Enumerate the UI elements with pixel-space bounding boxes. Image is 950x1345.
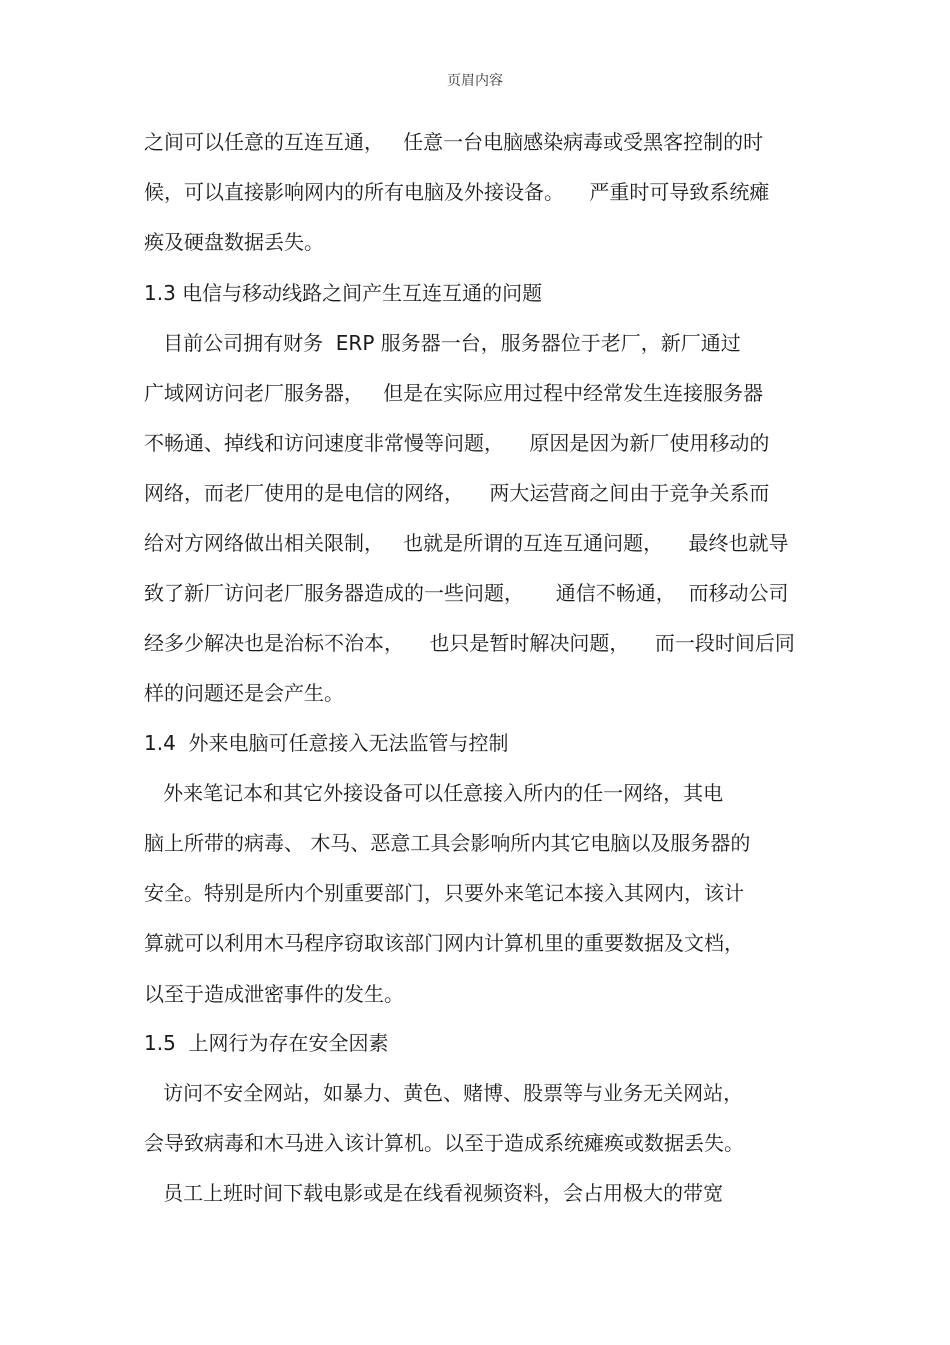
text-line: 网络，而老厂使用的是电信的网络， 两大运营商之间由于竞争关系而 [144,481,770,505]
text-line: 不畅通、掉线和访问速度非常慢等问题， 原因是因为新厂使用移动的 [144,431,770,455]
text-line: 安全。特别是所内个别重要部门，只要外来笔记本接入其网内，该计 [144,881,744,905]
text-line: 访问不安全网站，如暴力、黄色、赌博、股票等与业务无关网站， [144,1081,744,1105]
text-line: 候，可以直接影响网内的所有电脑及外接设备。 严重时可导致系统瘫 [144,180,770,204]
text-line: 经多少解决也是治标不治本， 也只是暂时解决问题， 而一段时间后同 [144,631,795,655]
text-line: 算就可以利用木马程序窃取该部门网内计算机里的重要数据及文档， [144,931,744,955]
text-line: 目前公司拥有财务 ERP 服务器一台，服务器位于老厂，新厂通过 [144,331,741,355]
text-line: 广域网访问老厂服务器， 但是在实际应用过程中经常发生连接服务器 [144,381,764,405]
text-line: 致了新厂访问老厂服务器造成的一些问题， 通信不畅通， 而移动公司 [144,581,789,605]
text-line: 样的问题还是会产生。 [144,681,344,705]
text-line: 会导致病毒和木马进入该计算机。以至于造成系统瘫痪或数据丢失。 [144,1131,744,1155]
section-heading-1-4: 1.4 外来电脑可任意接入无法监管与控制 [144,731,509,755]
text-line: 脑上所带的病毒、 木马、恶意工具会影响所内其它电脑以及服务器的 [144,831,751,855]
text-line: 以至于造成泄密事件的发生。 [144,982,404,1006]
text-line: 之间可以任意的互连互通， 任意一台电脑感染病毒或受黑客控制的时 [144,130,764,154]
text-line: 给对方网络做出相关限制， 也就是所谓的互连互通问题， 最终也就导 [144,531,789,555]
section-heading-1-5: 1.5 上网行为存在安全因素 [144,1031,389,1055]
text-line: 外来笔记本和其它外接设备可以任意接入所内的任一网络，其电 [144,781,724,805]
text-line: 员工上班时间下载电影或是在线看视频资料，会占用极大的带宽 [144,1181,724,1205]
page-header: 页眉内容 [447,73,503,89]
section-heading-1-3: 1.3 电信与移动线路之间产生互连互通的问题 [144,281,543,305]
text-line: 痪及硬盘数据丢失。 [144,230,324,254]
